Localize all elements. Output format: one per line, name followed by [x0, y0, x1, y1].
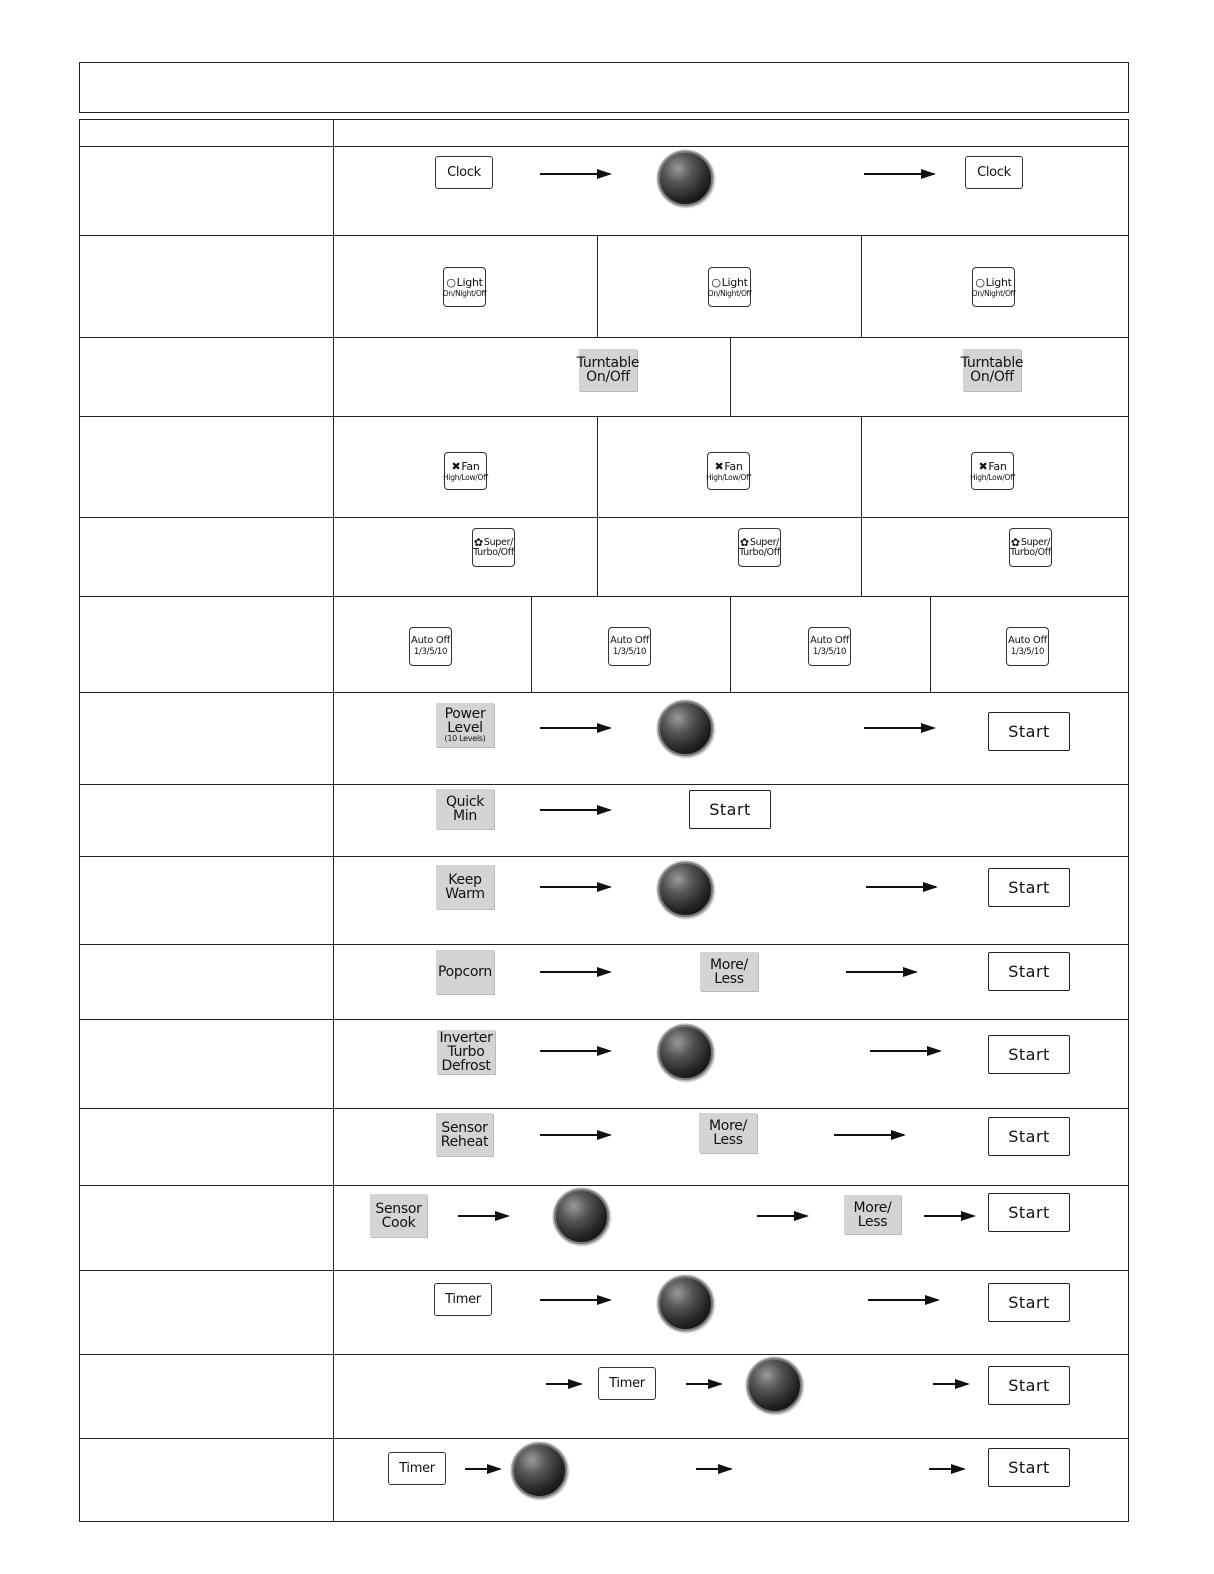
row-divider: [79, 1438, 1129, 1439]
super-turbo-key[interactable]: [472, 528, 515, 567]
light-key[interactable]: [708, 267, 751, 307]
timer-key[interactable]: Timer: [388, 1452, 446, 1485]
arrow-right-icon: [846, 971, 916, 973]
super-turbo-key-label: Turbo/Off: [473, 547, 514, 559]
arrow-right-icon: [924, 1215, 974, 1217]
auto-off-key[interactable]: [1006, 627, 1049, 666]
clock-key[interactable]: Clock: [435, 156, 493, 189]
light-key-sublabel: On/Night/Off: [971, 288, 1016, 298]
arrow-right-icon: [864, 173, 934, 175]
turntable-key-label: Turntable: [576, 355, 640, 371]
arrow-right-icon: [929, 1468, 964, 1470]
dial-knob-icon[interactable]: [658, 701, 713, 756]
bulb-icon: ○: [975, 275, 985, 289]
fan-key-label: Fan: [988, 459, 1007, 473]
subcolumn-divider: [597, 416, 598, 596]
row-divider: [79, 784, 1129, 785]
super-turbo-key-label: Super/: [749, 537, 780, 548]
start-button[interactable]: Start: [988, 868, 1070, 907]
clock-key[interactable]: Clock: [965, 156, 1023, 189]
dial-knob-icon[interactable]: [658, 151, 713, 206]
arrow-right-icon: [540, 809, 610, 811]
row-divider: [79, 1108, 1129, 1109]
arrow-right-icon: [866, 886, 936, 888]
fan-icon: ✖: [714, 459, 724, 473]
row-divider: [79, 1354, 1129, 1355]
more-less-key[interactable]: [700, 952, 758, 991]
arrow-right-icon: [540, 727, 610, 729]
row-divider: [79, 517, 1129, 518]
auto-off-key-sublabel: 1/3/5/10: [413, 647, 448, 658]
keep-warm-key[interactable]: [436, 865, 494, 909]
arrow-right-icon: [540, 1299, 610, 1301]
more-less-key-label: More/: [710, 956, 748, 973]
auto-off-key-sublabel: 1/3/5/10: [612, 647, 647, 658]
arrow-right-icon: [696, 1468, 731, 1470]
title-box: [79, 62, 1129, 113]
row-divider: [79, 1185, 1129, 1186]
fan-key-label: Fan: [461, 459, 480, 473]
start-button[interactable]: Start: [988, 1035, 1070, 1074]
auto-off-key-label: Auto Off: [1008, 635, 1047, 647]
column-divider: [333, 119, 334, 1522]
row-divider: [79, 944, 1129, 945]
auto-off-key[interactable]: [409, 627, 452, 666]
inverter-turbo-defrost-key-label: Turbo: [447, 1044, 485, 1060]
arrow-right-icon: [870, 1050, 940, 1052]
arrow-right-icon: [540, 1134, 610, 1136]
more-less-key[interactable]: [844, 1195, 901, 1234]
start-button[interactable]: Start: [988, 952, 1070, 991]
bulb-icon: ○: [446, 275, 456, 289]
light-key-label: Light: [985, 275, 1012, 289]
arrow-right-icon: [465, 1468, 500, 1470]
arrow-right-icon: [540, 173, 610, 175]
turntable-key[interactable]: [960, 349, 1024, 391]
light-key[interactable]: [443, 267, 486, 307]
popcorn-key[interactable]: Popcorn: [436, 950, 494, 994]
row-divider: [79, 337, 1129, 338]
dial-knob-icon[interactable]: [512, 1443, 567, 1498]
row-divider: [79, 596, 1129, 597]
dial-knob-icon[interactable]: [658, 862, 713, 917]
start-button[interactable]: Start: [988, 712, 1070, 751]
subcolumn-divider: [861, 416, 862, 596]
fan-icon: ✖: [451, 459, 461, 473]
auto-off-key[interactable]: [808, 627, 851, 666]
turntable-key-label: Turntable: [960, 355, 1024, 371]
arrow-right-icon: [546, 1383, 581, 1385]
fan-key-sublabel: High/Low/Off: [970, 472, 1015, 482]
arrow-right-icon: [540, 886, 610, 888]
sensor-cook-key-label: Cook: [381, 1214, 416, 1231]
super-turbo-key-label: Super/: [483, 537, 514, 548]
more-less-key-label: Less: [713, 1132, 743, 1148]
power-level-key-label: Power: [444, 706, 486, 722]
arrow-right-icon: [458, 1215, 508, 1217]
turbo-fan-icon: ✿: [1010, 536, 1020, 550]
arrow-right-icon: [540, 971, 610, 973]
subcolumn-divider: [861, 235, 862, 337]
row-divider: [79, 416, 1129, 417]
sensor-cook-key[interactable]: [370, 1194, 427, 1237]
row-divider: [79, 856, 1129, 857]
keep-warm-key-label: Keep: [448, 872, 482, 888]
more-less-key-label: Less: [714, 970, 744, 987]
start-button[interactable]: Start: [988, 1117, 1070, 1156]
power-level-key[interactable]: [436, 703, 494, 747]
fan-key[interactable]: [707, 452, 750, 490]
light-key-label: Light: [456, 275, 483, 289]
inverter-turbo-defrost-key[interactable]: [437, 1030, 495, 1074]
super-turbo-key[interactable]: [738, 528, 781, 567]
arrow-right-icon: [868, 1299, 938, 1301]
dial-knob-icon[interactable]: [554, 1189, 609, 1244]
auto-off-key-label: Auto Off: [411, 635, 450, 647]
turbo-fan-icon: ✿: [739, 536, 749, 550]
power-level-key-label: Level: [447, 720, 483, 736]
subcolumn-divider: [930, 596, 931, 692]
sensor-reheat-key-label: Reheat: [440, 1133, 489, 1150]
arrow-right-icon: [933, 1383, 968, 1385]
turbo-fan-icon: ✿: [473, 536, 483, 550]
subcolumn-divider: [597, 235, 598, 337]
turntable-key[interactable]: [576, 349, 640, 391]
more-less-key[interactable]: [699, 1113, 757, 1153]
keep-warm-key-label: Warm: [445, 886, 485, 902]
light-key-sublabel: On/Night/Off: [707, 288, 752, 298]
light-key-sublabel: On/Night/Off: [442, 288, 487, 298]
row-divider: [79, 1019, 1129, 1020]
fan-key-sublabel: High/Low/Off: [443, 472, 488, 482]
sensor-reheat-key-label: Sensor: [441, 1119, 488, 1136]
super-turbo-key-label: Turbo/Off: [739, 547, 780, 559]
header-divider: [79, 146, 1129, 147]
inverter-turbo-defrost-key-label: Defrost: [441, 1058, 491, 1074]
arrow-right-icon: [864, 727, 934, 729]
subcolumn-divider: [730, 337, 731, 416]
fan-icon: ✖: [978, 459, 988, 473]
start-button[interactable]: Start: [988, 1193, 1070, 1232]
auto-off-key-sublabel: 1/3/5/10: [1010, 647, 1045, 658]
auto-off-key-label: Auto Off: [610, 635, 649, 647]
super-turbo-key-label: Super/: [1020, 537, 1051, 548]
timer-key[interactable]: Timer: [598, 1367, 656, 1400]
subcolumn-divider: [730, 596, 731, 692]
bulb-icon: ○: [711, 275, 721, 289]
auto-off-key-sublabel: 1/3/5/10: [812, 647, 847, 658]
dial-knob-icon[interactable]: [658, 1276, 713, 1331]
dial-knob-icon[interactable]: [658, 1025, 713, 1080]
light-key[interactable]: [972, 267, 1015, 307]
fan-key-sublabel: High/Low/Off: [706, 472, 751, 482]
more-less-key-label: Less: [857, 1213, 888, 1230]
arrow-right-icon: [757, 1215, 807, 1217]
fan-key[interactable]: [444, 452, 487, 490]
turntable-key-label: On/Off: [970, 369, 1014, 385]
arrow-right-icon: [540, 1050, 610, 1052]
turntable-key-label: On/Off: [586, 369, 630, 385]
more-less-key-label: More/: [853, 1199, 892, 1216]
start-button[interactable]: Start: [689, 790, 771, 829]
sensor-cook-key-label: Sensor: [375, 1200, 422, 1217]
dial-knob-icon[interactable]: [747, 1358, 802, 1413]
auto-off-key-label: Auto Off: [810, 635, 849, 647]
fan-key-label: Fan: [724, 459, 743, 473]
row-divider: [79, 235, 1129, 236]
inverter-turbo-defrost-key-label: Inverter: [439, 1030, 493, 1046]
start-button[interactable]: Start: [988, 1366, 1070, 1405]
auto-off-key[interactable]: [608, 627, 651, 666]
quick-min-key[interactable]: Quick Min: [436, 789, 494, 829]
arrow-right-icon: [686, 1383, 721, 1385]
more-less-key-label: More/: [709, 1118, 747, 1134]
instruction-table: [79, 119, 1129, 1522]
timer-key[interactable]: Timer: [434, 1283, 492, 1316]
fan-key[interactable]: [971, 452, 1014, 490]
light-key-label: Light: [721, 275, 748, 289]
row-divider: [79, 1270, 1129, 1271]
row-divider: [79, 692, 1129, 693]
start-button[interactable]: Start: [988, 1448, 1070, 1487]
arrow-right-icon: [834, 1134, 904, 1136]
super-turbo-key-label: Turbo/Off: [1010, 547, 1051, 559]
super-turbo-key[interactable]: [1009, 528, 1052, 567]
subcolumn-divider: [531, 596, 532, 692]
sensor-reheat-key[interactable]: [436, 1113, 493, 1156]
start-button[interactable]: Start: [988, 1283, 1070, 1322]
power-level-key-sublabel: (10 Levels): [444, 734, 486, 743]
